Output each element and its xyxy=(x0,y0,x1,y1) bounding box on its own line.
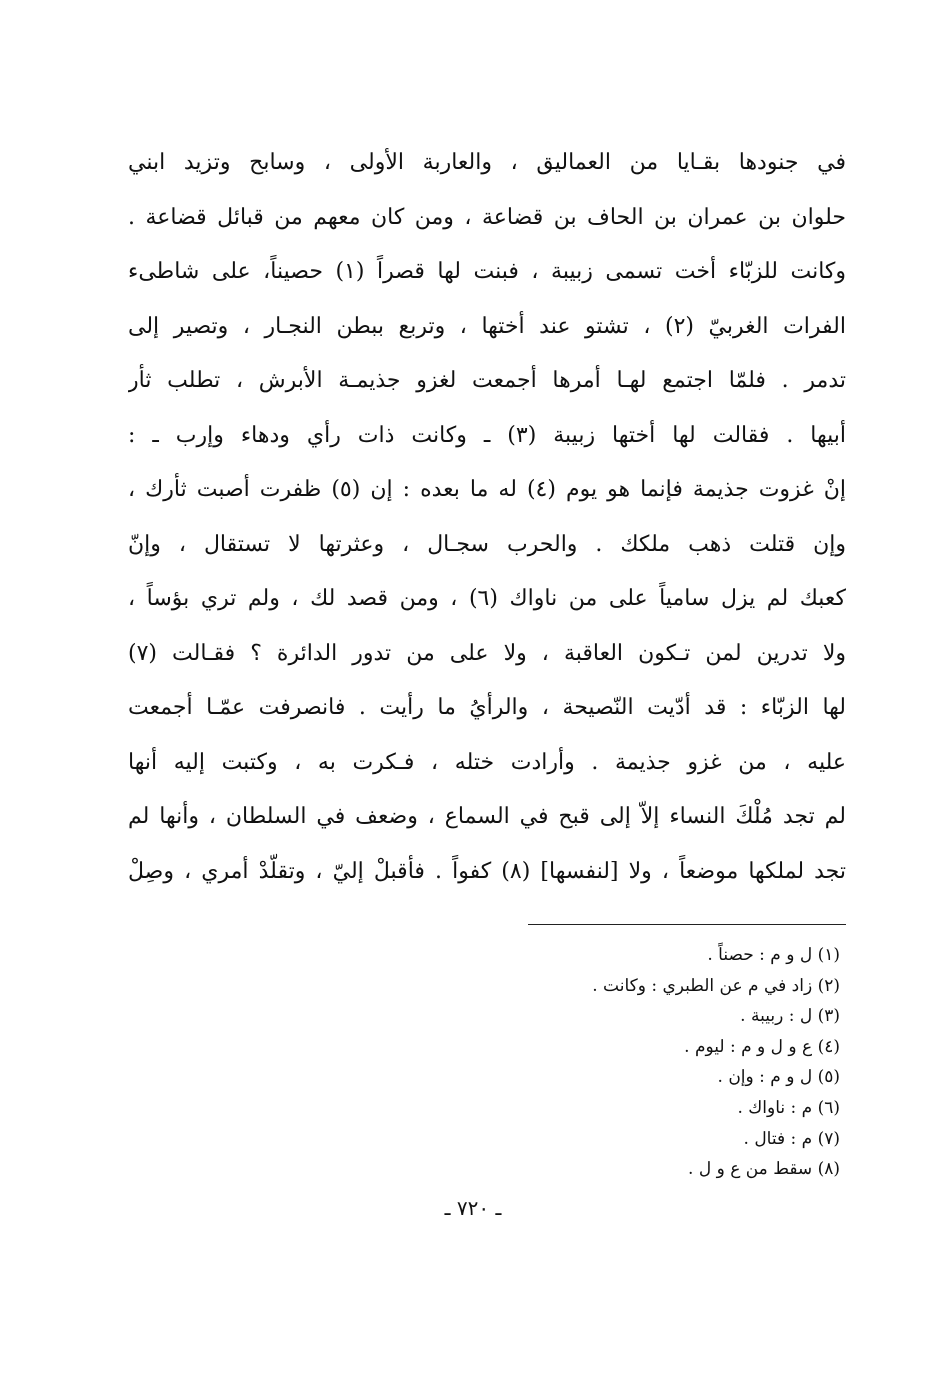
main-text xyxy=(128,136,846,899)
footnote: (٧) م : فتال . xyxy=(743,1128,840,1149)
text-line: عليه ، من غزو جذيمة . وأرادت ختله ، فـكرت به ، وكتبت إليه أنها xyxy=(128,749,846,775)
text-line: كعبك لم يزل سامياً على من ناواك (٦) ، ومن قصد لك ، ولم تري بؤساً ، xyxy=(128,586,846,611)
text-line: إنْ غزوت جذيمة فإنما هو يوم (٤) له ما بعده : إن (٥) ظفرت أصبت ثأرك ، xyxy=(128,477,846,502)
text-line: أبيها . فقالت لها أختها زبيبة (٣) ـ وكانت ذات رأي ودهاء وإرب ـ : xyxy=(128,422,846,448)
page-number: ـ ٧٢٠ ـ xyxy=(444,1196,502,1220)
footnote: (٢) زاد في م عن الطبري : وكانت . xyxy=(592,975,840,996)
text-line: تجد لملكها موضعاً ، ولا [لنفسها] (٨) كفواً . فأقبلْ إليّ ، وتقلّدْ أمري ، وصِلْ xyxy=(128,858,846,884)
footnote: (٥) ل و م : وإن . xyxy=(717,1067,840,1088)
text-line: وكانت للزبّاء أخت تسمى زبيبة ، فبنت لها قصراً (١) حصيناً، على شاطىء xyxy=(128,259,846,284)
text-line: في جنودها بقـايا من العماليق ، والعاربة الأولى ، وسابح وتزيد ابني xyxy=(128,150,846,175)
text-line: الفرات الغربيّ (٢) ، تشتو عند أختها ، وتربع ببطن النجـار ، وتصير إلى xyxy=(128,313,846,339)
text-line: ولا تدرين لمن تـكون العاقبة ، ولا على من تدور الدائرة ؟ فقـالت (٧) xyxy=(128,640,846,666)
footnotes xyxy=(400,940,840,1185)
text-line: وإن قتلت ذهب ملكك . والحرب سجـال ، وعثرتها لا تستقال ، وإنّ xyxy=(128,531,846,557)
footnote: (٣) ل : ربيبة . xyxy=(740,1006,840,1027)
text-line: تدمر . فلمّا اجتمع لهـا أمرها أجمعت لغزو جذيمـة الأبرش ، تطلب ثأر xyxy=(128,368,846,393)
footnote: (٦) م : ناواك . xyxy=(737,1097,840,1118)
footnote-divider xyxy=(528,924,846,925)
text-line: لم تجد مُلْكَ النساء إلاّ إلى قبح في السماع ، وضعف في السلطان ، وأنها لم xyxy=(128,804,846,829)
footnote: (٨) سقط من ع و ل . xyxy=(688,1159,840,1180)
text-line: لها الزبّاء : قد أدّيت النّصيحة ، والرأيُ ما رأيت . فانصرفت عمّـا أجمعت xyxy=(128,695,846,720)
footnote: (٤) ع و ل و م : ليوم . xyxy=(684,1036,840,1057)
footnote: (١) ل و م : حصناً . xyxy=(707,945,840,965)
text-line: حلوان بن عمران بن الحاف بن قضاعة ، ومن كان معهم من قبائل قضاعة . xyxy=(128,204,846,230)
